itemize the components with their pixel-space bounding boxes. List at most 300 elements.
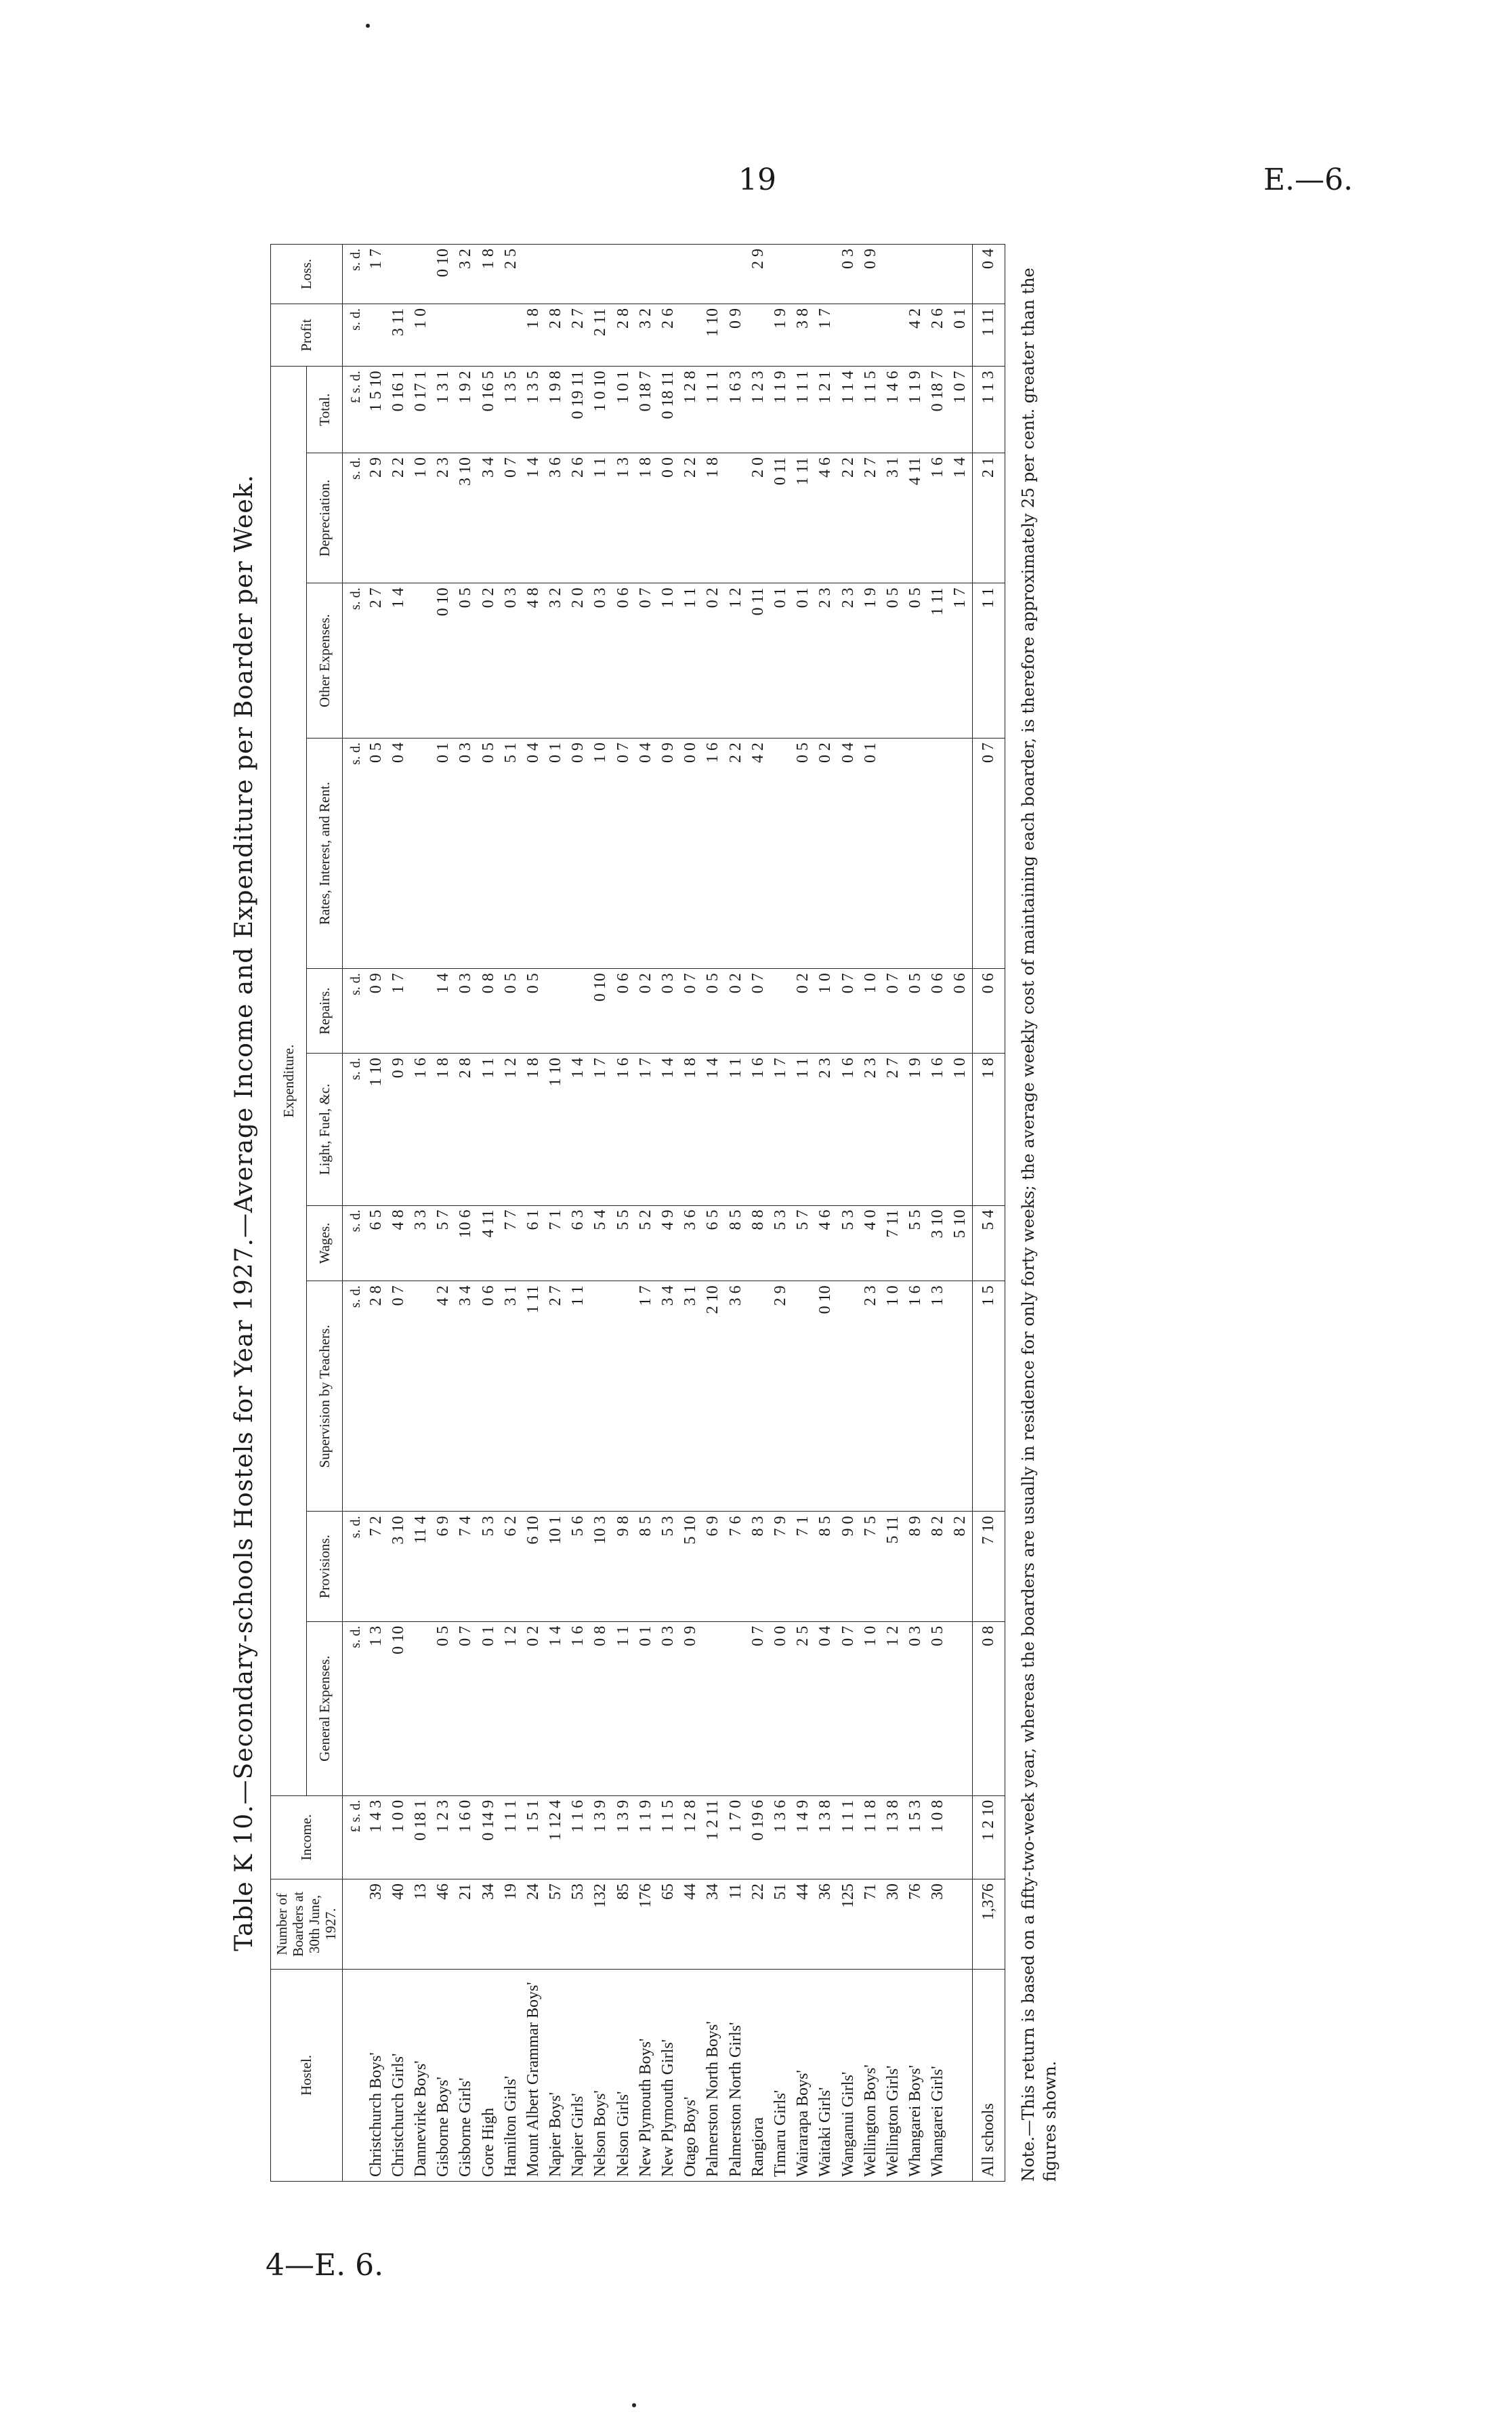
cell-provisions: 8 5 (814, 1512, 837, 1621)
cell-total: 1 2 1 (814, 367, 837, 453)
cell-provisions: 6 9 (702, 1512, 724, 1621)
units-cell: s. d. (342, 1054, 365, 1205)
cell-supervision: 2 8 (365, 1281, 387, 1512)
cell-boarders: 11 (725, 1879, 747, 1970)
cell-boarders (949, 1879, 972, 1970)
cell-other: 1 11 (927, 583, 949, 739)
cell-profit (679, 304, 702, 367)
cell-boarders: 30 (927, 1879, 949, 1970)
table-row (679, 245, 702, 2182)
cell-rates: 1 0 (589, 739, 612, 969)
cell-supervision (747, 1281, 770, 1512)
cell-wages: 8 5 (725, 1205, 747, 1281)
cell-total: 1 9 8 (545, 367, 567, 453)
cell-wages: 5 3 (770, 1205, 792, 1281)
cell-wages: 3 10 (927, 1205, 949, 1281)
table-row (860, 245, 882, 2182)
cell-depreciation: 2 2 (679, 453, 702, 583)
cell-general: 1 6 (567, 1621, 589, 1795)
cell-hostel: Napier Boys' (545, 1970, 567, 2182)
cell-boarders: 13 (410, 1879, 432, 1970)
cell-general: 0 9 (679, 1621, 702, 1795)
cell-total: 1 2 3 (747, 367, 770, 453)
table-row (478, 245, 500, 2182)
cell-other: 0 7 (635, 583, 657, 739)
page-number: 19 (738, 163, 776, 197)
cell-rates: 1 6 (702, 739, 724, 969)
cell-other: 0 11 (747, 583, 770, 739)
cell-hostel: Christchurch Girls' (387, 1970, 410, 2182)
table-row (657, 245, 679, 2182)
cell-depreciation: 1 6 (927, 453, 949, 583)
stray-mark (366, 24, 370, 28)
cell-boarders: 53 (567, 1879, 589, 1970)
cell-boarders: 30 (882, 1879, 904, 1970)
units-cell: £ s. d. (342, 367, 365, 453)
cell-wages: 4 8 (387, 1205, 410, 1281)
cell-income: 1 6 0 (455, 1795, 477, 1879)
cell-supervision (612, 1281, 635, 1512)
cell-other: 1 9 (860, 583, 882, 739)
cell-rates (410, 739, 432, 969)
cell-loss (725, 245, 747, 304)
cell-income: 1 2 11 (702, 1795, 724, 1879)
total-profit: 1 11 (972, 304, 1005, 367)
cell-other: 2 3 (814, 583, 837, 739)
cell-total: 1 0 1 (612, 367, 635, 453)
cell-provisions: 7 2 (365, 1512, 387, 1621)
cell-supervision: 0 6 (478, 1281, 500, 1512)
table-row (365, 245, 387, 2182)
cell-hostel: Palmerston North Girls' (725, 1970, 747, 2182)
cell-income: 1 12 4 (545, 1795, 567, 1879)
cell-profit: 2 7 (567, 304, 589, 367)
cell-repairs: 0 2 (725, 969, 747, 1054)
cell-general: 0 1 (635, 1621, 657, 1795)
cell-repairs: 0 3 (455, 969, 477, 1054)
cell-boarders: 76 (904, 1879, 927, 1970)
cell-repairs: 0 2 (792, 969, 814, 1054)
cell-hostel: Wellington Girls' (882, 1970, 904, 2182)
cell-hostel: Wellington Boys' (860, 1970, 882, 2182)
cell-light: 1 6 (927, 1054, 949, 1205)
cell-provisions: 7 4 (455, 1512, 477, 1621)
cell-light: 2 8 (455, 1054, 477, 1205)
cell-wages: 5 7 (432, 1205, 455, 1281)
cell-repairs: 0 9 (365, 969, 387, 1054)
cell-general: 0 7 (837, 1621, 860, 1795)
cell-light: 1 9 (904, 1054, 927, 1205)
cell-other: 3 2 (545, 583, 567, 739)
cell-income: 1 2 3 (432, 1795, 455, 1879)
cell-general (725, 1621, 747, 1795)
cell-income: 1 4 3 (365, 1795, 387, 1879)
cell-loss (589, 245, 612, 304)
total-provisions: 7 10 (972, 1512, 1005, 1621)
cell-profit (432, 304, 455, 367)
cell-general: 1 1 (612, 1621, 635, 1795)
cell-wages: 7 1 (545, 1205, 567, 1281)
cell-light: 1 4 (657, 1054, 679, 1205)
cell-general (949, 1621, 972, 1795)
cell-total: 1 1 5 (860, 367, 882, 453)
cell-general: 1 3 (365, 1621, 387, 1795)
header-light: Light, Fuel, &c. (306, 1054, 342, 1205)
cell-total: 1 3 5 (500, 367, 522, 453)
cell-total: 0 19 11 (567, 367, 589, 453)
cell-loss (410, 245, 432, 304)
cell-other: 1 2 (725, 583, 747, 739)
units-row (342, 245, 365, 2182)
cell-light: 1 1 (478, 1054, 500, 1205)
cell-loss (657, 245, 679, 304)
table-row (792, 245, 814, 2182)
cell-general: 0 1 (478, 1621, 500, 1795)
cell-hostel: Nelson Boys' (589, 1970, 612, 2182)
cell-general: 0 10 (387, 1621, 410, 1795)
cell-light: 1 8 (432, 1054, 455, 1205)
cell-general: 2 5 (792, 1621, 814, 1795)
cell-general: 0 8 (589, 1621, 612, 1795)
cell-wages: 5 7 (792, 1205, 814, 1281)
cell-light: 1 8 (679, 1054, 702, 1205)
cell-income: 1 3 9 (612, 1795, 635, 1879)
cell-supervision: 0 10 (814, 1281, 837, 1512)
cell-general: 0 0 (770, 1621, 792, 1795)
cell-other: 1 1 (679, 583, 702, 739)
cell-profit (860, 304, 882, 367)
cell-total: 1 1 1 (792, 367, 814, 453)
cell-repairs: 1 7 (387, 969, 410, 1054)
cell-depreciation: 4 11 (904, 453, 927, 583)
cell-loss: 0 3 (837, 245, 860, 304)
cell-boarders: 46 (432, 1879, 455, 1970)
cell-rates: 0 4 (387, 739, 410, 969)
cell-depreciation: 1 4 (522, 453, 545, 583)
total-hostel: All schools (972, 1970, 1005, 2182)
cell-boarders: 39 (365, 1879, 387, 1970)
cell-rates: 0 1 (860, 739, 882, 969)
cell-repairs: 0 5 (702, 969, 724, 1054)
cell-wages: 5 3 (837, 1205, 860, 1281)
cell-depreciation: 1 0 (410, 453, 432, 583)
cell-boarders: 44 (792, 1879, 814, 1970)
cell-rates (949, 739, 972, 969)
cell-repairs: 0 6 (927, 969, 949, 1054)
cell-light: 1 2 (500, 1054, 522, 1205)
cell-repairs: 0 6 (612, 969, 635, 1054)
cell-other: 0 5 (455, 583, 477, 739)
header-hostel: Hostel. (271, 1970, 343, 2182)
cell-depreciation: 1 1 (589, 453, 612, 583)
header-income: Income. (271, 1795, 343, 1879)
cell-general: 0 7 (455, 1621, 477, 1795)
cell-repairs: 0 6 (949, 969, 972, 1054)
cell-hostel: Christchurch Boys' (365, 1970, 387, 2182)
cell-provisions: 7 6 (725, 1512, 747, 1621)
footer-reference: 4—E. 6. (266, 2248, 384, 2283)
cell-boarders: 51 (770, 1879, 792, 1970)
cell-income: 1 4 9 (792, 1795, 814, 1879)
cell-other: 0 2 (478, 583, 500, 739)
cell-light: 1 7 (635, 1054, 657, 1205)
cell-other: 0 3 (500, 583, 522, 739)
cell-income: 0 18 1 (410, 1795, 432, 1879)
cell-light: 1 0 (949, 1054, 972, 1205)
cell-repairs: 0 5 (904, 969, 927, 1054)
total-light: 1 8 (972, 1054, 1005, 1205)
table-row (455, 245, 477, 2182)
cell-boarders: 176 (635, 1879, 657, 1970)
cell-repairs: 0 7 (837, 969, 860, 1054)
cell-total: 0 16 1 (387, 367, 410, 453)
cell-income: 1 1 9 (635, 1795, 657, 1879)
cell-rates: 0 9 (657, 739, 679, 969)
cell-depreciation: 2 7 (860, 453, 882, 583)
cell-rates (882, 739, 904, 969)
cell-total: 0 16 5 (478, 367, 500, 453)
cell-supervision: 2 3 (860, 1281, 882, 1512)
cell-loss (904, 245, 927, 304)
cell-hostel: Gisborne Girls' (455, 1970, 477, 2182)
cell-supervision: 4 2 (432, 1281, 455, 1512)
cell-other: 0 5 (904, 583, 927, 739)
cell-repairs: 0 2 (635, 969, 657, 1054)
cell-provisions: 5 3 (478, 1512, 500, 1621)
cell-rates (927, 739, 949, 969)
cell-depreciation: 3 1 (882, 453, 904, 583)
cell-hostel (949, 1970, 972, 2182)
cell-provisions: 10 1 (545, 1512, 567, 1621)
total-depreciation: 2 1 (972, 453, 1005, 583)
table-row (635, 245, 657, 2182)
cell-hostel: Palmerston North Boys' (702, 1970, 724, 2182)
header-provisions: Provisions. (306, 1512, 342, 1621)
cell-wages: 7 11 (882, 1205, 904, 1281)
cell-profit: 3 8 (792, 304, 814, 367)
cell-provisions: 3 10 (387, 1512, 410, 1621)
cell-wages: 8 8 (747, 1205, 770, 1281)
cell-total: 1 3 1 (432, 367, 455, 453)
table-row (387, 245, 410, 2182)
cell-light: 1 4 (702, 1054, 724, 1205)
cell-provisions: 8 5 (635, 1512, 657, 1621)
cell-light: 1 6 (747, 1054, 770, 1205)
cell-loss (387, 245, 410, 304)
cell-general: 0 5 (432, 1621, 455, 1795)
cell-income: 1 0 8 (927, 1795, 949, 1879)
cell-provisions: 5 10 (679, 1512, 702, 1621)
cell-hostel: Wanganui Girls' (837, 1970, 860, 2182)
cell-hostel: Timaru Girls' (770, 1970, 792, 2182)
cell-supervision: 3 4 (455, 1281, 477, 1512)
cell-light: 1 10 (545, 1054, 567, 1205)
cell-wages: 6 5 (365, 1205, 387, 1281)
cell-other: 1 7 (949, 583, 972, 739)
table-title: Table K 10.—Secondary-schools Hostels for Year 1927.—Average Income and Expenditure per Boarder per Week. (230, 474, 258, 1951)
cell-repairs (567, 969, 589, 1054)
cell-wages: 4 9 (657, 1205, 679, 1281)
cell-depreciation: 1 4 (949, 453, 972, 583)
table-row (432, 245, 455, 2182)
cell-light: 2 7 (882, 1054, 904, 1205)
cell-profit: 0 9 (725, 304, 747, 367)
cell-loss (545, 245, 567, 304)
cell-provisions: 10 3 (589, 1512, 612, 1621)
cell-depreciation: 1 8 (635, 453, 657, 583)
cell-profit: 1 10 (702, 304, 724, 367)
cell-loss (949, 245, 972, 304)
cell-supervision (792, 1281, 814, 1512)
cell-wages: 5 5 (904, 1205, 927, 1281)
cell-light: 1 6 (612, 1054, 635, 1205)
cell-repairs: 0 5 (522, 969, 545, 1054)
cell-wages: 5 10 (949, 1205, 972, 1281)
cell-loss: 2 5 (500, 245, 522, 304)
cell-profit: 2 8 (545, 304, 567, 367)
cell-boarders: 24 (522, 1879, 545, 1970)
cell-repairs: 0 7 (679, 969, 702, 1054)
total-wages: 5 4 (972, 1205, 1005, 1281)
cell-supervision: 2 7 (545, 1281, 567, 1512)
cell-total: 1 6 3 (725, 367, 747, 453)
cell-supervision (837, 1281, 860, 1512)
table-row (882, 245, 904, 2182)
cell-profit: 2 8 (612, 304, 635, 367)
cell-hostel: Gore High (478, 1970, 500, 2182)
cell-total: 1 1 1 (702, 367, 724, 453)
cell-repairs: 0 10 (589, 969, 612, 1054)
cell-general: 1 2 (882, 1621, 904, 1795)
cell-income: 1 1 8 (860, 1795, 882, 1879)
cell-repairs: 0 7 (882, 969, 904, 1054)
cell-income: 1 5 3 (904, 1795, 927, 1879)
cell-light: 1 1 (792, 1054, 814, 1205)
cell-depreciation: 2 3 (432, 453, 455, 583)
cell-loss (770, 245, 792, 304)
cell-loss: 0 9 (860, 245, 882, 304)
cell-repairs: 0 5 (500, 969, 522, 1054)
cell-general: 0 3 (657, 1621, 679, 1795)
cell-general: 0 7 (747, 1621, 770, 1795)
cell-loss: 3 2 (455, 245, 477, 304)
cell-light: 1 6 (837, 1054, 860, 1205)
cell-rates: 0 9 (567, 739, 589, 969)
cell-income: 1 2 8 (679, 1795, 702, 1879)
cell-profit: 0 1 (949, 304, 972, 367)
total-general: 0 8 (972, 1621, 1005, 1795)
cell-hostel: Nelson Girls' (612, 1970, 635, 2182)
cell-provisions: 6 10 (522, 1512, 545, 1621)
cell-rates: 0 4 (522, 739, 545, 969)
cell-wages: 7 7 (500, 1205, 522, 1281)
total-boarders: 1,376 (972, 1879, 1005, 1970)
cell-supervision: 1 0 (882, 1281, 904, 1512)
cell-depreciation: 0 7 (500, 453, 522, 583)
cell-income: 0 19 6 (747, 1795, 770, 1879)
cell-repairs: 0 7 (747, 969, 770, 1054)
header-repairs: Repairs. (306, 969, 342, 1054)
stray-mark (632, 2403, 636, 2407)
cell-provisions: 7 9 (770, 1512, 792, 1621)
header-rates: Rates, Interest, and Rent. (306, 739, 342, 969)
cell-light: 0 9 (387, 1054, 410, 1205)
cell-supervision: 1 7 (635, 1281, 657, 1512)
table-row (589, 245, 612, 2182)
cell-supervision: 3 4 (657, 1281, 679, 1512)
table-row (612, 245, 635, 2182)
cell-hostel: Whangarei Boys' (904, 1970, 927, 2182)
cell-provisions: 8 3 (747, 1512, 770, 1621)
cell-income (949, 1795, 972, 1879)
cell-income: 1 3 8 (882, 1795, 904, 1879)
cell-profit (455, 304, 477, 367)
cell-profit: 1 8 (522, 304, 545, 367)
cell-supervision (410, 1281, 432, 1512)
table-row (770, 245, 792, 2182)
table-row (545, 245, 567, 2182)
cell-profit: 1 0 (410, 304, 432, 367)
cell-loss (702, 245, 724, 304)
cell-rates (904, 739, 927, 969)
table-row (702, 245, 724, 2182)
cell-income: 1 1 5 (657, 1795, 679, 1879)
cell-light: 1 1 (725, 1054, 747, 1205)
cell-income: 1 1 1 (500, 1795, 522, 1879)
table-row (500, 245, 522, 2182)
cell-provisions: 6 2 (500, 1512, 522, 1621)
cell-depreciation: 0 11 (770, 453, 792, 583)
cell-loss (612, 245, 635, 304)
cell-profit (500, 304, 522, 367)
cell-other: 2 7 (365, 583, 387, 739)
header-boarders: Number of Boarders at 30th June, 1927. (271, 1879, 343, 1970)
cell-total: 0 18 7 (927, 367, 949, 453)
cell-hostel: Gisborne Boys' (432, 1970, 455, 2182)
cell-general: 0 3 (904, 1621, 927, 1795)
total-row (972, 245, 1005, 2182)
cell-repairs (545, 969, 567, 1054)
cell-repairs: 0 3 (657, 969, 679, 1054)
cell-wages: 3 3 (410, 1205, 432, 1281)
cell-general: 0 5 (927, 1621, 949, 1795)
cell-supervision: 3 1 (500, 1281, 522, 1512)
units-cell: s. d. (342, 1205, 365, 1281)
cell-boarders: 34 (478, 1879, 500, 1970)
total-loss: 0 4 (972, 245, 1005, 304)
cell-provisions: 9 0 (837, 1512, 860, 1621)
cell-rates: 0 5 (478, 739, 500, 969)
header-supervision: Supervision by Teachers. (306, 1281, 342, 1512)
cell-rates: 5 1 (500, 739, 522, 969)
units-cell: s. d. (342, 1621, 365, 1795)
units-cell: £ s. d. (342, 1795, 365, 1879)
cell-income: 1 0 0 (387, 1795, 410, 1879)
cell-light: 2 3 (814, 1054, 837, 1205)
hostel-income-expenditure-table (270, 244, 1005, 2182)
units-cell (342, 1879, 365, 1970)
cell-loss (635, 245, 657, 304)
cell-supervision (589, 1281, 612, 1512)
cell-total: 1 4 6 (882, 367, 904, 453)
cell-boarders: 125 (837, 1879, 860, 1970)
cell-income: 1 3 6 (770, 1795, 792, 1879)
cell-income: 1 3 9 (589, 1795, 612, 1879)
cell-light: 1 7 (589, 1054, 612, 1205)
cell-other: 2 0 (567, 583, 589, 739)
cell-profit: 2 6 (927, 304, 949, 367)
cell-loss (882, 245, 904, 304)
